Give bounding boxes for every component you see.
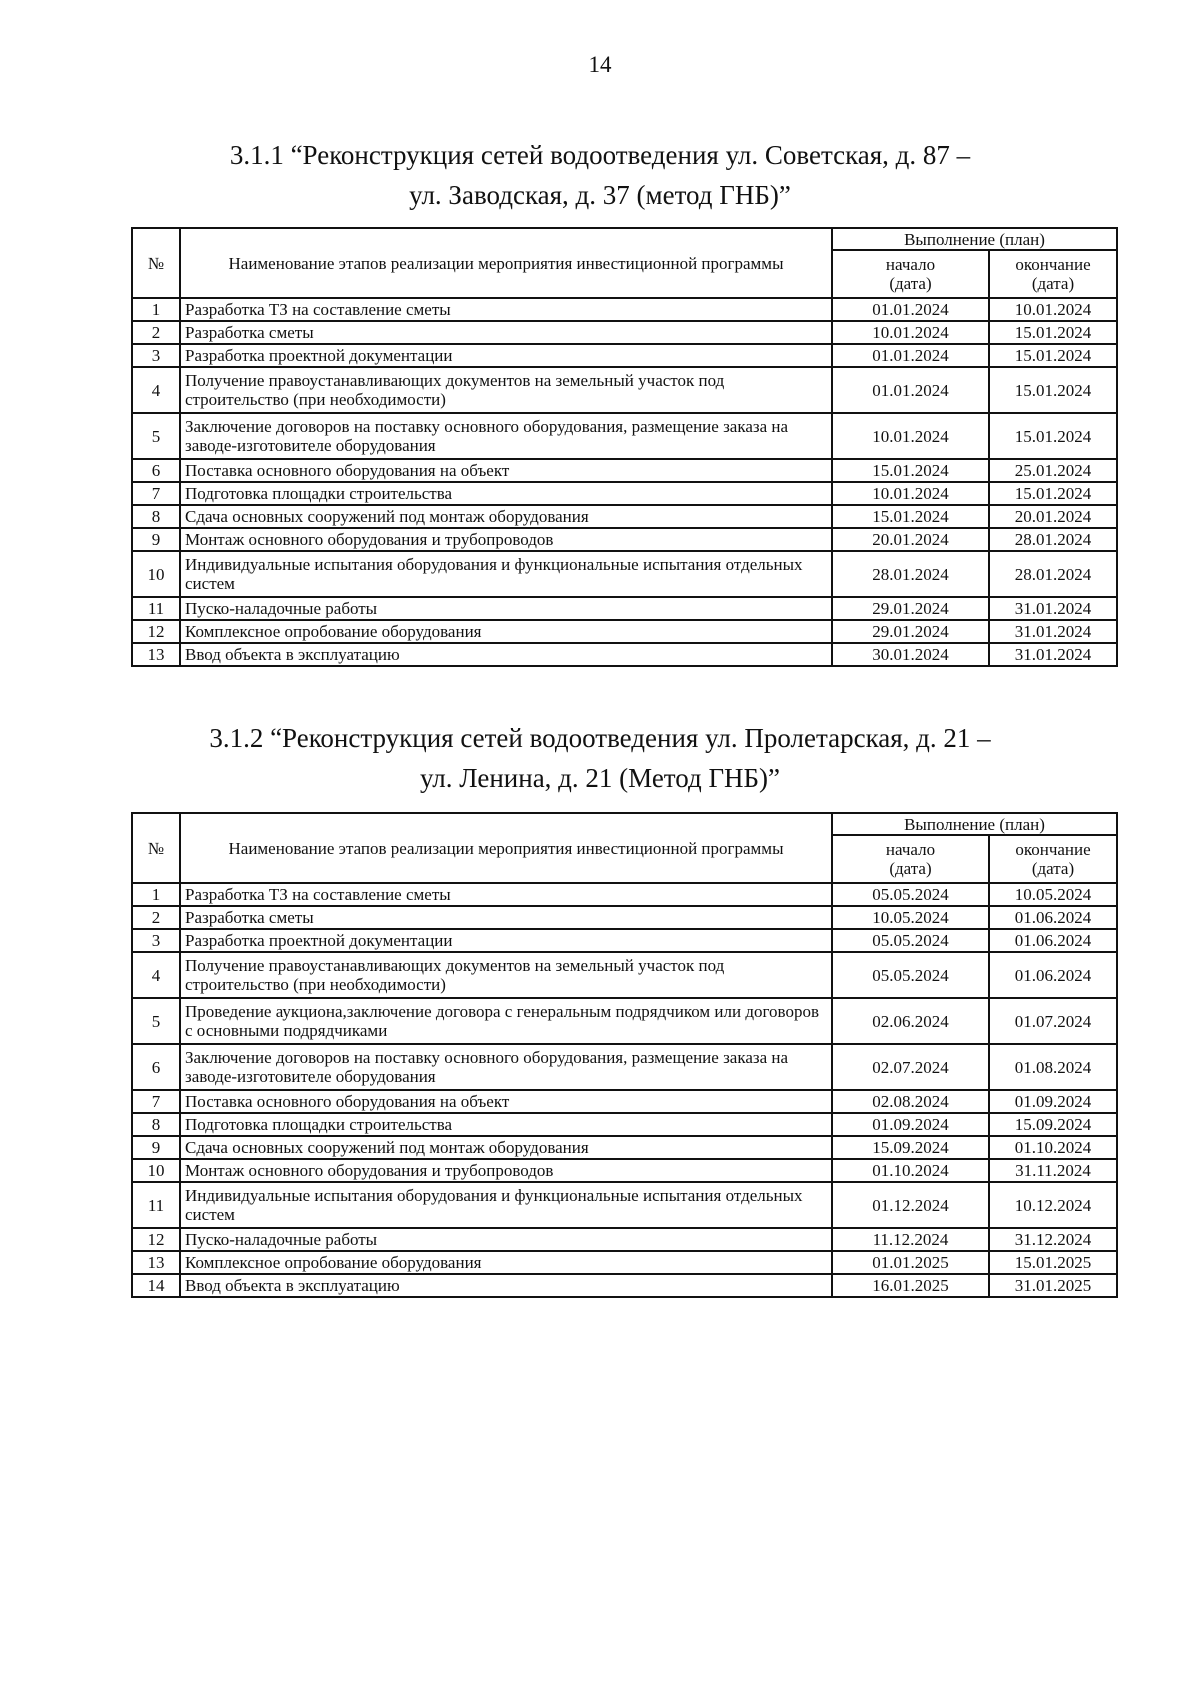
header-end-label: окончание [1015,840,1091,859]
stage-name: Комплексное опробование оборудования [180,1251,832,1274]
stage-name: Поставка основного оборудования на объект [180,459,832,482]
row-number: 9 [132,1136,180,1159]
row-number: 9 [132,528,180,551]
table-row [132,413,1117,459]
end-date: 31.12.2024 [989,1228,1117,1251]
row-number: 7 [132,482,180,505]
stage-name: Комплексное опробование оборудования [180,620,832,643]
start-date: 29.01.2024 [832,597,989,620]
end-date: 15.01.2024 [989,344,1117,367]
end-date: 01.06.2024 [989,906,1117,929]
end-date: 10.01.2024 [989,298,1117,321]
end-date: 31.11.2024 [989,1159,1117,1182]
end-date: 01.06.2024 [989,929,1117,952]
start-date: 10.01.2024 [832,413,989,459]
header-end-sub: (дата) [1031,274,1075,293]
section-title-line-2: ул. Заводская, д. 37 (метод ГНБ)” [409,180,791,210]
table-row [132,998,1117,1044]
start-date: 05.05.2024 [832,952,989,998]
stage-name: Разработка сметы [180,321,832,344]
end-date: 15.01.2024 [989,367,1117,413]
end-date: 15.01.2024 [989,413,1117,459]
stage-name: Ввод объекта в эксплуатацию [180,643,832,666]
start-date: 15.01.2024 [832,459,989,482]
row-number: 8 [132,505,180,528]
stage-name: Сдача основных сооружений под монтаж оборудования [180,1136,832,1159]
start-date: 10.01.2024 [832,482,989,505]
row-number: 7 [132,1090,180,1113]
row-number: 10 [132,1159,180,1182]
row-number: 6 [132,1044,180,1090]
end-date: 31.01.2024 [989,643,1117,666]
section-title-3-1-2 [0,718,1200,798]
section-title-line-1: 3.1.1 “Реконструкция сетей водоотведения ул. Советская, д. 87 – [229,140,971,170]
stage-name: Пуско-наладочные работы [180,1228,832,1251]
stage-name: Разработка ТЗ на составление сметы [180,883,832,906]
table-row [132,528,1117,551]
page-number: 14 [588,52,612,77]
table-row [132,505,1117,528]
start-date: 15.01.2024 [832,505,989,528]
start-date: 15.09.2024 [832,1136,989,1159]
stage-name: Монтаж основного оборудования и трубопроводов [180,1159,832,1182]
stage-name: Поставка основного оборудования на объект [180,1090,832,1113]
section-title-line-1: 3.1.2 “Реконструкция сетей водоотведения ул. Пролетарская, д. 21 – [209,723,991,753]
end-date: 15.01.2024 [989,482,1117,505]
row-number: 4 [132,367,180,413]
end-date: 10.05.2024 [989,883,1117,906]
table-row [132,1228,1117,1251]
table-row [132,321,1117,344]
table-row [132,1159,1117,1182]
table-row [132,1090,1117,1113]
row-number: 12 [132,620,180,643]
row-number: 11 [132,1182,180,1228]
end-date: 25.01.2024 [989,459,1117,482]
start-date: 05.05.2024 [832,929,989,952]
row-number: 13 [132,643,180,666]
start-date: 01.01.2025 [832,1251,989,1274]
start-date: 01.01.2024 [832,367,989,413]
table-row [132,1044,1117,1090]
row-number: 11 [132,597,180,620]
table-row [132,620,1117,643]
header-stage-name: Наименование этапов реализации мероприятия инвестиционной программы [180,813,832,883]
row-number: 12 [132,1228,180,1251]
start-date: 16.01.2025 [832,1274,989,1297]
header-start-sub: (дата) [889,274,932,293]
start-date: 28.01.2024 [832,551,989,597]
header-execution: Выполнение (план) [832,228,1117,250]
stage-name: Проведение аукциона,заключение договора с генеральным подрядчиком или договоров с основными подрядчиками [180,998,832,1044]
end-date: 31.01.2024 [989,597,1117,620]
start-date: 20.01.2024 [832,528,989,551]
end-date: 01.07.2024 [989,998,1117,1044]
header-start-label: начало [885,840,936,859]
table-row [132,551,1117,597]
end-date: 31.01.2024 [989,620,1117,643]
end-date: 01.08.2024 [989,1044,1117,1090]
stage-name: Ввод объекта в эксплуатацию [180,1274,832,1297]
stage-name: Пуско-наладочные работы [180,597,832,620]
start-date: 30.01.2024 [832,643,989,666]
table-row [132,1274,1117,1297]
stage-name: Подготовка площадки строительства [180,1113,832,1136]
row-number: 5 [132,413,180,459]
stage-name: Монтаж основного оборудования и трубопроводов [180,528,832,551]
table-row [132,344,1117,367]
start-date: 02.06.2024 [832,998,989,1044]
stage-name: Разработка проектной документации [180,344,832,367]
header-end-label: окончание [1015,255,1091,274]
row-number: 8 [132,1113,180,1136]
row-number: 1 [132,298,180,321]
stage-name: Получение правоустанавливающих документов на земельный участок под строительство (при необходимости) [180,952,832,998]
section-title-3-1-1 [0,135,1200,215]
stage-name: Получение правоустанавливающих документов на земельный участок под строительство (при необходимости) [180,367,832,413]
end-date: 15.09.2024 [989,1113,1117,1136]
table-row [132,597,1117,620]
stage-name: Заключение договоров на поставку основного оборудования, размещение заказа на заводе-изготовителе оборудования [180,1044,832,1090]
header-num: № [132,813,180,883]
table-row [132,906,1117,929]
table-row [132,952,1117,998]
start-date: 02.07.2024 [832,1044,989,1090]
table-row [132,1251,1117,1274]
stage-name: Индивидуальные испытания оборудования и функциональные испытания отдельных систем [180,551,832,597]
row-number: 4 [132,952,180,998]
start-date: 02.08.2024 [832,1090,989,1113]
table-row [132,1136,1117,1159]
end-date: 20.01.2024 [989,505,1117,528]
header-start-label: начало [885,255,936,274]
row-number: 10 [132,551,180,597]
start-date: 29.01.2024 [832,620,989,643]
end-date: 01.06.2024 [989,952,1117,998]
stages-table-3-1-2 [131,812,1118,1298]
start-date: 01.09.2024 [832,1113,989,1136]
end-date: 28.01.2024 [989,528,1117,551]
stage-name: Разработка сметы [180,906,832,929]
header-num: № [132,228,180,298]
start-date: 05.05.2024 [832,883,989,906]
row-number: 3 [132,929,180,952]
table-row [132,482,1117,505]
header-start [832,835,989,883]
section-title-line-2: ул. Ленина, д. 21 (Метод ГНБ)” [419,763,781,793]
stage-name: Заключение договоров на поставку основного оборудования, размещение заказа на заводе-изготовителе оборудования [180,413,832,459]
row-number: 5 [132,998,180,1044]
header-start [832,250,989,298]
stage-name: Индивидуальные испытания оборудования и функциональные испытания отдельных систем [180,1182,832,1228]
row-number: 14 [132,1274,180,1297]
row-number: 6 [132,459,180,482]
header-stage-name: Наименование этапов реализации мероприятия инвестиционной программы [180,228,832,298]
table-row [132,883,1117,906]
row-number: 13 [132,1251,180,1274]
end-date: 15.01.2025 [989,1251,1117,1274]
table-row [132,643,1117,666]
end-date: 15.01.2024 [989,321,1117,344]
header-end-sub: (дата) [1031,859,1075,878]
end-date: 01.09.2024 [989,1090,1117,1113]
stage-name: Подготовка площадки строительства [180,482,832,505]
row-number: 3 [132,344,180,367]
end-date: 10.12.2024 [989,1182,1117,1228]
table-row [132,929,1117,952]
stage-name: Разработка ТЗ на составление сметы [180,298,832,321]
table-row [132,367,1117,413]
table-row [132,1182,1117,1228]
table-row [132,1113,1117,1136]
table-row [132,459,1117,482]
header-execution: Выполнение (план) [832,813,1117,835]
row-number: 2 [132,906,180,929]
stages-table-3-1-1 [131,227,1118,667]
start-date: 10.01.2024 [832,321,989,344]
header-end [989,250,1117,298]
start-date: 01.01.2024 [832,298,989,321]
stage-name: Сдача основных сооружений под монтаж оборудования [180,505,832,528]
header-start-sub: (дата) [889,859,932,878]
row-number: 1 [132,883,180,906]
end-date: 01.10.2024 [989,1136,1117,1159]
start-date: 01.10.2024 [832,1159,989,1182]
start-date: 11.12.2024 [832,1228,989,1251]
start-date: 01.12.2024 [832,1182,989,1228]
header-end [989,835,1117,883]
table-row [132,298,1117,321]
end-date: 31.01.2025 [989,1274,1117,1297]
row-number: 2 [132,321,180,344]
start-date: 01.01.2024 [832,344,989,367]
end-date: 28.01.2024 [989,551,1117,597]
start-date: 10.05.2024 [832,906,989,929]
stage-name: Разработка проектной документации [180,929,832,952]
